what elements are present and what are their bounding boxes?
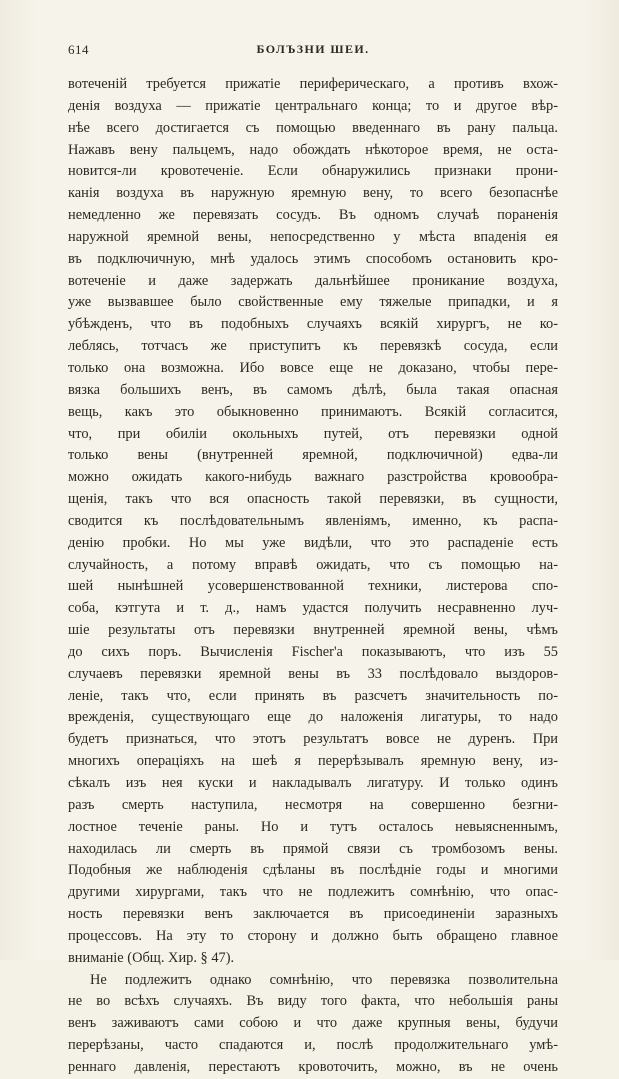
text-line: Подобныя же наблюденія сдѣланы въ послѣдніе годы и многими: [68, 862, 558, 879]
text-line: ность перевязки венъ заключается въ присоединеніи заразныхъ: [68, 906, 558, 923]
text-line: до сихъ поръ. Вычисленія Fischer'а показываютъ, что изъ 55: [68, 643, 558, 660]
running-title: БОЛЪЗНИ ШЕИ.: [256, 42, 370, 56]
text-line: вотеченіе и даже задержать дальнѣйшее проникание воздуха,: [68, 272, 558, 289]
text-line: новится-ли кровотеченіе. Если обнаружились признаки прони-: [68, 163, 558, 180]
text-line: денію пробки. Но мы уже видѣли, что это распаденіе есть: [68, 534, 558, 551]
text-line: нѣе всего достигается съ помощью введеннаго въ рану пальца.: [68, 119, 558, 136]
text-line: перерѣзаны, часто спадаются и, послѣ продолжительнаго умѣ-: [68, 1037, 558, 1054]
text-line: канія воздуха въ наружную яремную вену, то всего безопаснѣе: [68, 185, 558, 202]
text-line: процессовъ. На эту то сторону и должно быть обращено главное: [68, 927, 558, 944]
text-line: многихъ операціяхъ на шеѣ я перерѣзывалъ яремную вену, из-: [68, 753, 558, 770]
text-line: сводится къ послѣдовательнымъ явленіямъ, именно, къ распа-: [68, 512, 558, 529]
text-line: врежденія, существующаго еще до наложенія лигатуры, то надо: [68, 709, 558, 726]
text-line: уже вызвавшее было свойственные ему тяжелые припадки, и я: [68, 294, 558, 311]
text-line: вотеченій требуется прижатіе периферическаго, а противъ вхож-: [68, 76, 558, 92]
text-line: только вены (внутренней яремной, подключичной) едва-ли: [68, 447, 558, 464]
text-line: находилась ли смерть въ прямой связи съ тромбозомъ вены.: [68, 840, 558, 857]
text-line: сѣкалъ изъ нея куски и накладывалъ лигатуру. И только одинъ: [68, 775, 558, 791]
body-text: [68, 74, 558, 1079]
text-line: шей нынѣшней усовершенствованной техники, листерова спо-: [68, 578, 558, 595]
text-line: убѣжденъ, что въ подобныхъ случаяхъ всякій хирургъ, не ко-: [68, 316, 558, 333]
text-line: леблясь, тотчасъ же приступитъ къ перевязкѣ сосуда, если: [68, 338, 558, 355]
text-line: случайность, а потому вправѣ ожидать, что съ помощью на-: [68, 556, 558, 573]
text-line: леніе, такъ что, если принять въ разсчетъ значительность по-: [68, 687, 558, 704]
text-line: соба, кэтгута и т. д., намъ удастся получить несравненно луч-: [68, 600, 558, 617]
text-line: разъ смерть наступила, несмотря на совершенно безгни-: [68, 796, 558, 813]
text-line: можно ожидать какого-нибудь важнаго разстройства кровообра-: [68, 469, 558, 486]
text-line: денія воздуха — прижатіе центральнаго конца; то и другое вѣр-: [68, 97, 558, 114]
text-line: немедленно же перевязать сосудъ. Въ одномъ случаѣ пораненія: [68, 207, 558, 224]
page-header: [68, 42, 558, 62]
text-line: въ подключичную, мнѣ удалось этимъ способомъ остановить кро-: [68, 250, 558, 267]
text-line: что, при обиліи окольныхъ путей, отъ перевязки одной: [68, 425, 558, 442]
text-line: лостное теченіе раны. Но и тутъ осталось невыясненнымъ,: [68, 818, 558, 835]
text-line: наружной яремной вены, непосредственно у мѣста впаденія ея: [68, 228, 558, 245]
text-line: Нажавъ вену пальцемъ, надо обождать нѣкоторое время, не оста-: [68, 141, 558, 158]
text-line: вещь, какъ это обыкновенно принимаютъ. Всякій согласится,: [68, 403, 558, 420]
text-line: только она возможна. Ибо вовсе еще не доказано, чтобы пере-: [68, 359, 558, 376]
text-line: не во всѣхъ случаяхъ. Въ виду того факта, что небольшія раны: [68, 993, 558, 1010]
page-number: 614: [68, 42, 89, 57]
text-line: венъ заживаютъ сами собою и что даже крупныя вены, будучи: [68, 1015, 558, 1032]
text-line: другими хирургами, такъ что не подлежитъ сомнѣнію, что опас-: [68, 884, 558, 901]
text-line: вязка большихъ венъ, въ самомъ дѣлѣ, была такая опасная: [68, 381, 558, 398]
text-line: случаевъ перевязки яремной вены въ 33 послѣдовало выздоров-: [68, 665, 558, 682]
text-line: вниманіе (Общ. Хир. § 47).: [68, 949, 235, 966]
text-line: реннаго давленія, перестаютъ кровоточить, можно, въ не очень: [68, 1058, 558, 1075]
text-line: щенія, такъ что вся опасность такой перевязки, въ сущности,: [68, 491, 558, 508]
text-line: Не подлежитъ однако сомнѣнію, что перевязка позволительна: [90, 971, 558, 988]
text-line: шіе результаты отъ перевязки внутренней яремной вены, чѣмъ: [68, 622, 558, 639]
text-line: будетъ признаться, что этотъ результатъ вовсе не дуренъ. При: [68, 731, 558, 748]
